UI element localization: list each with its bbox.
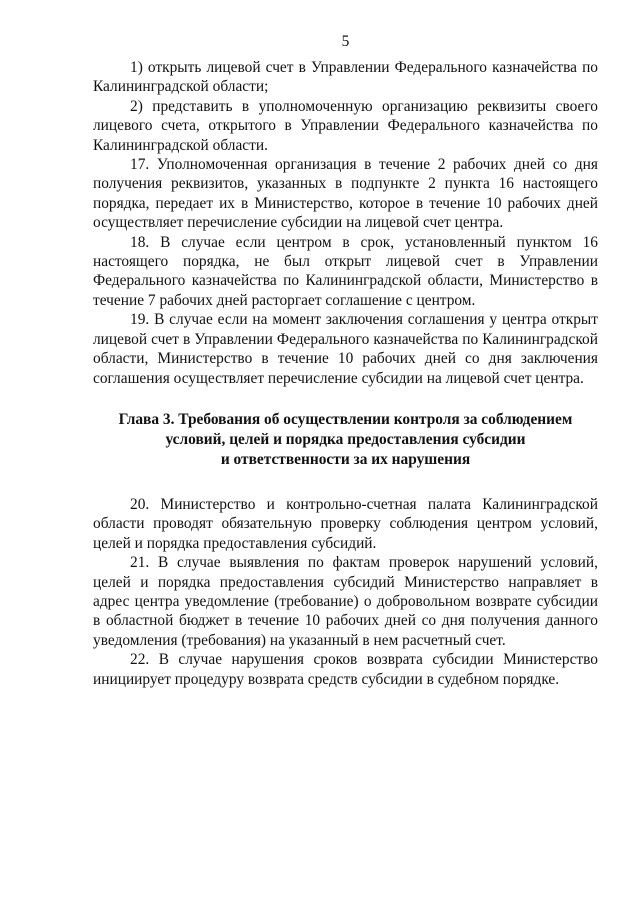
- document-page: [93, 32, 598, 689]
- chapter-heading-line-2: условий, целей и порядка предоставления субсидии: [165, 430, 526, 448]
- paragraph-21: 21. В случае выявления по фактам проверок нарушений условий, целей и порядка предоставления субсидий Министерство направляет в адрес центра уведомление (требование) о добровольном возврате субсидии в областной бюджет в течение 10 рабочих дней со дня получения данного уведомления (требования) на указанный в нем расчетный счет.: [93, 554, 598, 649]
- paragraph-22: 22. В случае нарушения сроков возврата субсидии Министерство инициирует процедуру возврата средств субсидии в судебном порядке.: [93, 651, 598, 688]
- paragraph-item-1: 1) открыть лицевой счет в Управлении Федерального казначейства по Калининградской области;: [93, 59, 598, 96]
- chapter-heading-line-3: и ответственности за их нарушения: [220, 450, 471, 468]
- paragraph-19: 19. В случае если на момент заключения соглашения у центра открыт лицевой счет в Управлении Федерального казначейства по Калининградской области, Министерство в течение 10 рабочих дней со дня заключения соглашения осуществляет перечисление субсидии на лицевой счет центра.: [93, 311, 598, 387]
- paragraph-item-2: 2) представить в уполномоченную организацию реквизиты своего лицевого счета, открытого в Управлении Федерального казначейства по Калининградской области.: [93, 97, 598, 154]
- paragraph-20: 20. Министерство и контрольно-счетная палата Калининградской области проводят обязательную проверку соблюдения центром условий, целей и порядка предоставления субсидий.: [93, 495, 598, 552]
- page-number: 5: [341, 33, 350, 50]
- chapter-heading: [93, 410, 598, 470]
- paragraph-18: 18. В случае если центром в срок, установленный пунктом 16 настоящего порядка, не был открыт лицевой счет в Управлении Федерального казначейства по Калининградской области, Министерство в течение 7 рабочих дней расторгает соглашение с центром.: [93, 233, 598, 309]
- paragraph-17: 17. Уполномоченная организация в течение 2 рабочих дней со дня получения реквизитов, указанных в подпункте 2 пункта 16 настоящего порядка, передает их в Министерство, которое в течение 10 рабочих дней осуществляет перечисление субсидии на лицевой счет центра.: [93, 156, 598, 232]
- chapter-heading-line-1: Глава 3. Требования об осуществлении контроля за соблюдением: [118, 410, 573, 428]
